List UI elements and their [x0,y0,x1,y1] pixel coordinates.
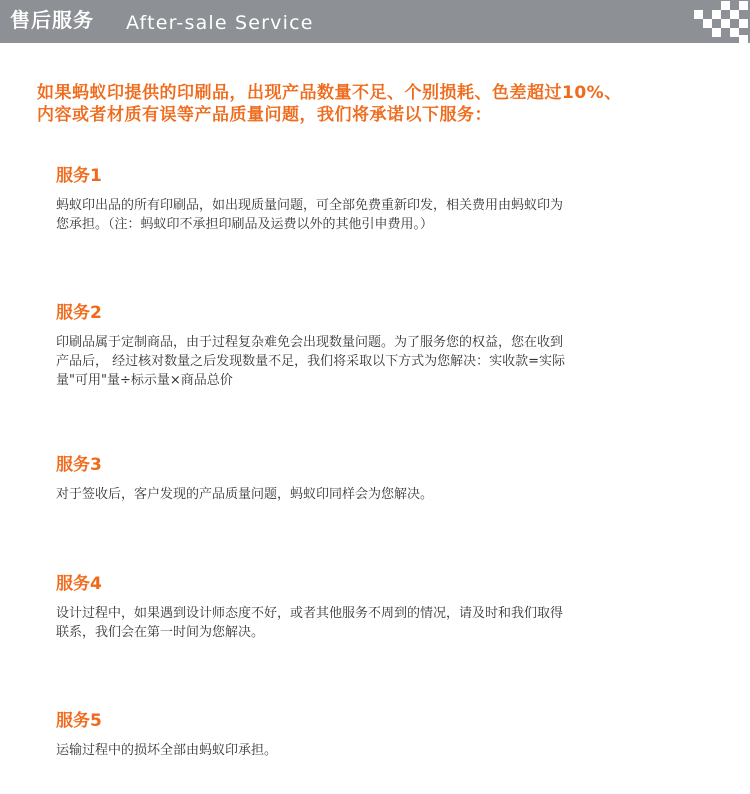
service-section-1 [56,165,676,234]
intro-statement [37,82,717,126]
service-title: 服务1 [56,166,102,186]
service-body-line: 蚂蚁印出品的所有印刷品，如出现质量问题，可全部免费重新印发，相关费用由蚂蚁印为 [56,198,564,213]
service-body-line: 对于签收后，客户发现的产品质量问题，蚂蚁印同样会为您解决。 [56,487,434,502]
service-body [56,604,676,642]
service-body-line: 联系，我们会在第一时间为您解决。 [56,625,265,640]
service-title: 服务3 [56,455,102,475]
intro-line-1: 如果蚂蚁印提供的印刷品，出现产品数量不足、个别损耗、色差超过10%、 [37,83,622,103]
header-bar [0,0,750,43]
service-body-line: 设计过程中，如果遇到设计师态度不好，或者其他服务不周到的情况，请及时和我们取得 [56,606,564,621]
service-body [56,485,676,504]
service-body-line: 您承担。（注：蚂蚁印不承担印刷品及运费以外的其他引申费用。） [56,217,434,232]
service-section-5 [56,710,676,760]
service-body-line: 运输过程中的损坏全部由蚂蚁印承担。 [56,743,278,758]
intro-line-2: 内容或者材质有误等产品质量问题，我们将承诺以下服务： [37,105,492,125]
service-title: 服务2 [56,303,102,323]
service-body-line: 产品后， 经过核对数量之后发现数量不足，我们将采取以下方式为您解决：实收款=实际 [56,354,566,369]
service-title: 服务5 [56,711,102,731]
service-body-line: 印刷品属于定制商品，由于过程复杂难免会出现数量问题。为了服务您的权益，您在收到 [56,335,564,350]
service-body [56,741,676,760]
service-section-3 [56,454,676,504]
service-section-2 [56,302,676,390]
service-body-line: 量"可用"量÷标示量×商品总价 [56,373,233,388]
service-section-4 [56,573,676,642]
checker-pattern-icon [688,0,750,43]
service-body [56,333,676,390]
header-subtitle: After-sale Service [126,12,314,34]
service-title: 服务4 [56,574,102,594]
header-title: 售后服务 [10,8,94,32]
service-body [56,196,676,234]
